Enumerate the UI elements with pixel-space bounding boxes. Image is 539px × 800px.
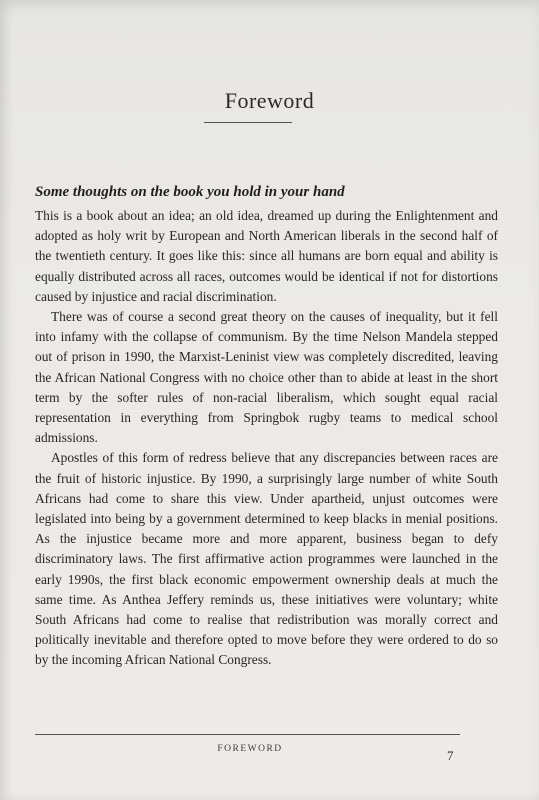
title-underline [204, 122, 292, 123]
paragraph-1: This is a book about an idea; an old idea, dreamed up during the Enlightenment and adopted as holy writ by European and North American liberals in the second half of the twentieth century. It goes like this: since all humans are born equal and ability is equally distributed across all races, outcomes would be identical if not for distortions caused by injustice and racial discrimination. [35, 208, 498, 304]
running-footer-title: FOREWORD [217, 744, 283, 754]
body-text [35, 206, 498, 671]
footer-rule [35, 734, 460, 735]
page-title: Foreword [224, 88, 315, 113]
paragraph-2: There was of course a second great theory on the causes of inequality, but it fell into infamy with the collapse of communism. By the time Nelson Mandela stepped out of prison in 1990, the Marxist-Leninist view was completely discredited, leaving the African National Congress with no choice other than to abide at least in the short term by the softer rules of non-racial liberalism, which sought equal racial representation in everything from Springbok rugby teams to medical school admissions. [35, 309, 498, 446]
page-number: 7 [447, 748, 454, 763]
section-subheading: Some thoughts on the book you hold in your hand [35, 184, 345, 200]
paragraph-3: Apostles of this form of redress believe that any discrepancies between races are the fruit of historic injustice. By 1990, a surprisingly large number of white South Africans had come to share this view. Under apartheid, unjust outcomes were legislated into being by a government determined to keep blacks in menial positions. As the injustice became more and more apparent, business began to defy discriminatory laws. The first affirmative action programmes were launched in the early 1990s, the first black economic empowerment ownership deals at much the same time. As Anthea Jeffery reminds us, these initiatives were voluntary; white South Africans had come to realise that redistribution was morally correct and politically inevitable and therefore opted to move before they were ordered to do so by the incoming African National Congress. [35, 450, 498, 668]
